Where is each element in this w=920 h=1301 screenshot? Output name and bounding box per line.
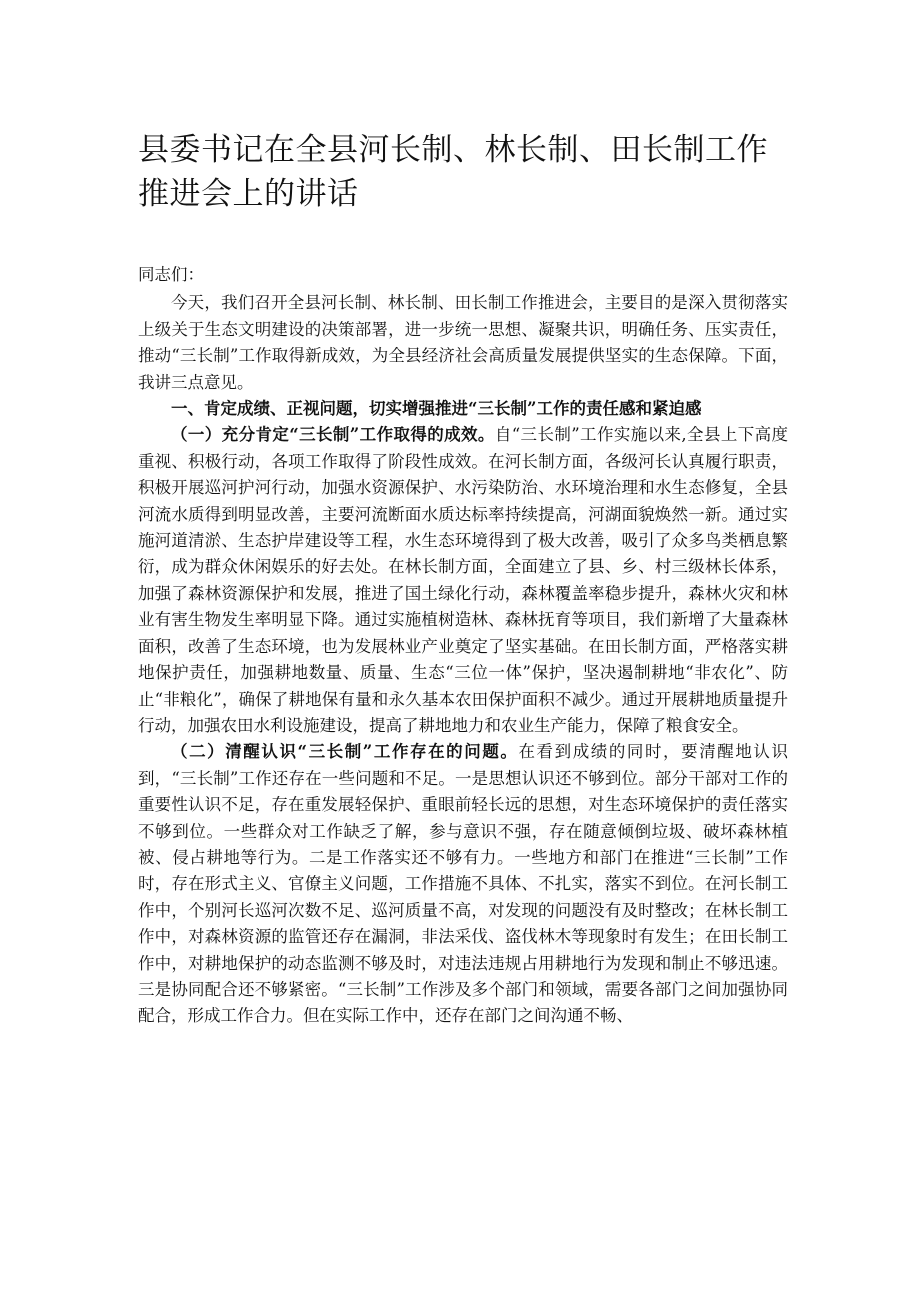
subsection-2-lead: （二）清醒认识“三长制”工作存在的问题。 [171,742,519,762]
subsection-1-body: 自“三长制”工作实施以来,全县上下高度重视、积极行动，各项工作取得了阶段性成效。在河长制方面，各级河长认真履行职责，积极开展巡河护河行动，加强水资源保护、水污染防治、水环境治理和水生态修复，全县河流水质得到明显改善，主要河流断面水质达标率持续提高，河湖面貌焕然一新。通过实施河道清淤、生态护岸建设等工程，水生态环境得到了极大改善，吸引了众多鸟类栖息繁衍，成为群众休闲娱乐的好去处。在林长制方面，全面建立了县、乡、村三级林长体系，加强了森林资源保护和发展，推进了国土绿化行动，森林覆盖率稳步提升，森林火灾和林业有害生物发生率明显下降。通过实施植树造林、森林抚育等项目，我们新增了大量森林面积，改善了生态环境，也为发展林业产业奠定了坚实基础。在田长制方面，严格落实耕地保护责任，加强耕地数量、质量、生态“三位一体”保护，坚决遏制耕地“非农化”、防止“非粮化”，确保了耕地保有量和永久基本农田保护面积不减少。通过开展耕地质量提升行动，加强农田水利设施建设，提高了耕地地力和农业生产能力，保障了粮食安全。 [138,425,788,735]
salutation: 同志们： [138,265,204,284]
section-1-heading: 一、肯定成绩、正视问题，切实增强推进“三长制”工作的责任感和紧迫感 [171,399,702,419]
intro-paragraph: 今天，我们召开全县河长制、林长制、田长制工作推进会，主要目的是深入贯彻落实上级关于生态文明建设的决策部署，进一步统一思想、凝聚共识，明确任务、压实责任，推动“三长制”工作取得新成效，为全县经济社会高质量发展提供坚实的生态保障。下面，我讲三点意见。 [138,293,788,392]
document-title: 县委书记在全县河长制、林长制、田长制工作推进会上的讲话 [138,132,768,212]
subsection-2-body: 在看到成绩的同时，要清醒地认识到，“三长制”工作还存在一些问题和不足。一是思想认识还不够到位。部分干部对工作的重要性认识不足，存在重发展轻保护、重眼前轻长远的思想，对生态环境保护的责任落实不够到位。一些群众对工作缺乏了解，参与意识不强，存在随意倾倒垃圾、破坏森林植被、侵占耕地等行为。二是工作落实还不够有力。一些地方和部门在推进“三长制”工作时，存在形式主义、官僚主义问题，工作措施不具体、不扎实，落实不到位。在河长制工作中，个别河长巡河次数不足、巡河质量不高，对发现的问题没有及时整改；在林长制工作中，对森林资源的监管还存在漏洞，非法采伐、盗伐林木等现象时有发生；在田长制工作中，对耕地保护的动态监测不够及时，对违法违规占用耕地行为发现和制止不够迅速。三是协同配合还不够紧密。“三长制”工作涉及多个部门和领域，需要各部门之间加强协同配合，形成工作合力。但在实际工作中，还存在部门之间沟通不畅、 [138,742,789,1026]
subsection-2-paragraph [138,739,788,1029]
document-page [138,128,788,1030]
subsection-1-lead: （一）充分肯定“三长制”工作取得的成效。 [171,425,495,445]
subsection-1-paragraph [138,422,788,739]
